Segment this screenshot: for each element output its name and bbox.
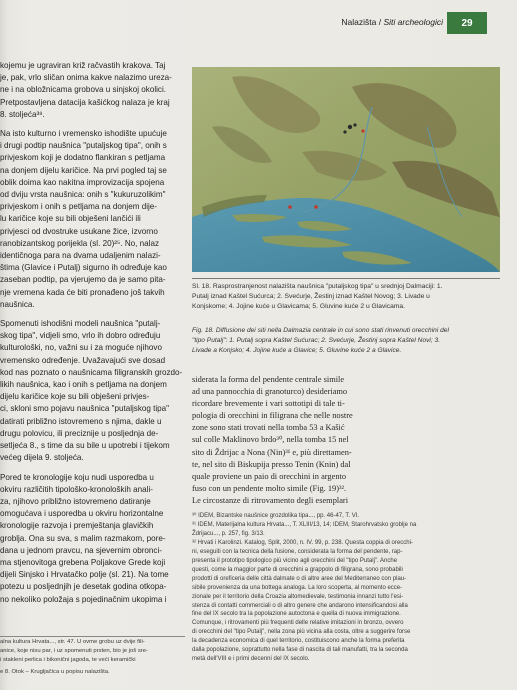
header-title-main: Nalazišta bbox=[341, 17, 377, 27]
footnote-32: ³² Hrvati i Karolinzi. Katalog, Split, 2000, n. IV. 99, p. 238. Questa coppia di orecchi- ni, eseguiti con la tecnica della fusione, considerata la forma del pendente, rap- presenta il prototipo tipologico più vicino agli orecchini del "tipo Putalj". Anche questi, come la maggior parte di orecchini a grappolo di filigrana, sono probabili prodotti di oreficeria delle città dalmate o di altre aree del Mediterraneo con plau- sibile provenienza da una bottega analoga. La loro scoperta, al momento ecce- zionale per il territorio della Croazia altomedievale, testimonia innanzi tutto l'esi- stenza di contatti commerciali o di altro genere che andarono intensificandosi alla fine del IX secolo tra la popolazione autoctona e quella di nuova immigrazione. Comunque, i ritrovamenti più frequenti delle relative imitazioni in bronzo, ovvero di orecchini del "tipo Putalj", nella zona più vicina alla costa, oltre a suggerire forse la decadenza economica di quel territorio, costituiscono anche la forma preferita dalla popolazione, soprattutto nella fase di nascita di tali manufatti, tra la seconda metà dell'VIII e i primi decenni del IX secolo. bbox=[192, 539, 413, 663]
footnote-31: ³¹ IDEM, Materijalna kultura Hrvata..., T. XLIII/13, 14; IDEM, Starohrvatsko groblje na Ždrijacu..., p. 257, fig. 3/13. bbox=[192, 521, 417, 537]
left-footnotes bbox=[0, 638, 186, 677]
caption-divider bbox=[192, 278, 500, 279]
figure-caption-hr: Sl. 18. Rasprostranjenost nalazišta naušnica "putaljskog tipa" u srednjoj Dalmaciji: 1. Putalj iznad Kaštel Sućurca; 2. Svećurje, Žestinj iznad Kaštel Novog; 3. Livade u Konjskome; 4. Jojine kuće u Glavicama; 5. Gluvine kuće 2 u Glavicama. bbox=[192, 283, 443, 310]
left-footnote-1: alna kultura Hrvata..., str. 47. U ovme grobu uz dvije fili- anice, koje nisu par, i uz spomenuti prsten, bio je još sre- i stakleni perlica i bikonični jagoda, te veći keramički bbox=[0, 639, 148, 663]
right-text-column bbox=[192, 374, 438, 507]
left-footnote-2: e 8. Otok – Krugljačica u popisu nalazišta. bbox=[0, 669, 110, 675]
left-text-column bbox=[0, 60, 186, 613]
page-number: 29 bbox=[461, 17, 473, 29]
header-title-italic: Siti archeologici bbox=[383, 17, 443, 27]
footnote-30: ³⁰ IDEM, Bizantske naušnice grozdolika tipa..., pp. 46-47, T. VI. bbox=[192, 513, 360, 519]
figure-caption-it: Fig. 18. Diffusione dei siti nella Dalmazia centrale in cui sono stati rinvenuti orecchini del "tipo Putalj": 1. Putalj sopra Kaštel Sućurac; 2. Svećurje, Žestinj sopra Kaštel Novi; 3. Livade a Konjsko; 4. Jojine kuće a Glavice; 5. Gluvine kuće 2 a Glavice. bbox=[192, 327, 449, 354]
left-paragraph-1: kojemu je ugraviran križ račvastih krakova. Taj je, pak, vrlo sličan onima kakve nalazimo ureza- ne i na obložnicama grobova u sinjskoj okolici. Pretpostavljena datacija kašićkog nalaza je kraj 8. stoljeća³⁸. bbox=[0, 61, 172, 119]
right-paragraph: siderata la forma del pendente centrale simile ad una pannocchia di granoturco) desideriamo ricordare brevemente i vari sottotipi di tale ti- pologia di orecchini in filigrana che nelle nostre zone sono stati trovati nella tomba 53 a Kašić sul colle Maklinovo brdo³⁰, nella tomba 15 nel sito di Ždrijac a Nona (Nin)³¹ e, più direttamen- te, nel sito di Biskupija presso Tenin (Knin) dal quale proviene un paio di orecchini in argento fuso con un pendente molto simile (Fig. 19)³². Le circostanze di ritrovamento degli esemplari bbox=[192, 375, 353, 505]
left-paragraph-2: Na isto kulturno i vremensko ishodište upućuje i drugi podtip naušnica "putaljskog tipa", onih s privjeskom koji je dodatno flankiran s petljama na donjem dijelu karičice. Na prvi pogled taj se oblik doima kao nakitna improvizacija spojena od dviju vrsta naušnica: onih s "kukuruzolikim" privjeskom i onih s petljama na donjem dije- lu karičice koje su bili obješeni lančići ili privjesci od dvostruke usukane žice, izvorno ranobizantskog porijekla (sl. 20)²⁵. No, nalaz identičnoga para na dvama udaljenim nalazi- štima (Glavice i Putalj) sigurno ih određuje kao zaseban podtip, pa vjerujemo da je samo pita- nje vremena kada će biti pronađeno još takvih naušnica. bbox=[0, 129, 167, 309]
distribution-map bbox=[192, 67, 500, 272]
running-header bbox=[341, 17, 443, 27]
map-graphic bbox=[192, 67, 500, 272]
left-paragraph-4: Pored te kronologije koju nudi usporedba u okviru različitih tipološko-kronoloških anali- za, njihovo približno istovremeno datiranje omogućava i usporedba u okviru horizontalne kronologije razvoja i premještanja glavičkih groblja. Ona su sva, s malim razmakom, pore- dana u jednom pravcu, na sjevernim obronci- ma stjenovitoga grebena Poljakove Grede koji dijeli Sinjsko i Hrvatačko polje (sl. 21). Na tome potezu u posljednjih je desetak godina otkopa- no nekoliko položaja s pojedinačnim ukopima i bbox=[0, 472, 169, 604]
page-number-tab bbox=[447, 12, 487, 34]
right-footnotes bbox=[192, 512, 454, 664]
header-separator: / bbox=[376, 17, 384, 27]
left-paragraph-3: Spomenuti ishodišni modeli naušnica "putalj- skog tipa", vidjeli smo, vrlo ih dobro određuju kulturološki, no, važni su i za moguće njihovo vremensko određenje. Uvažavajući sve dosad kod nas poznato o naušnicama filigranskih grozdo- likih naušnica, kao i onih s petljama na donjem dijelu karičice koje su bili obješeni privjes- ci, skloni smo pojavu naušnica "putaljskog tipa" datirati približno istovremeno s njima, dakle u drugu polovicu, ili preciznije u posljednja de- setljeća 8., s time da su bile u upotrebi i tijekom većeg dijela 9. stoljeća. bbox=[0, 319, 183, 463]
footnote-divider bbox=[0, 636, 185, 637]
